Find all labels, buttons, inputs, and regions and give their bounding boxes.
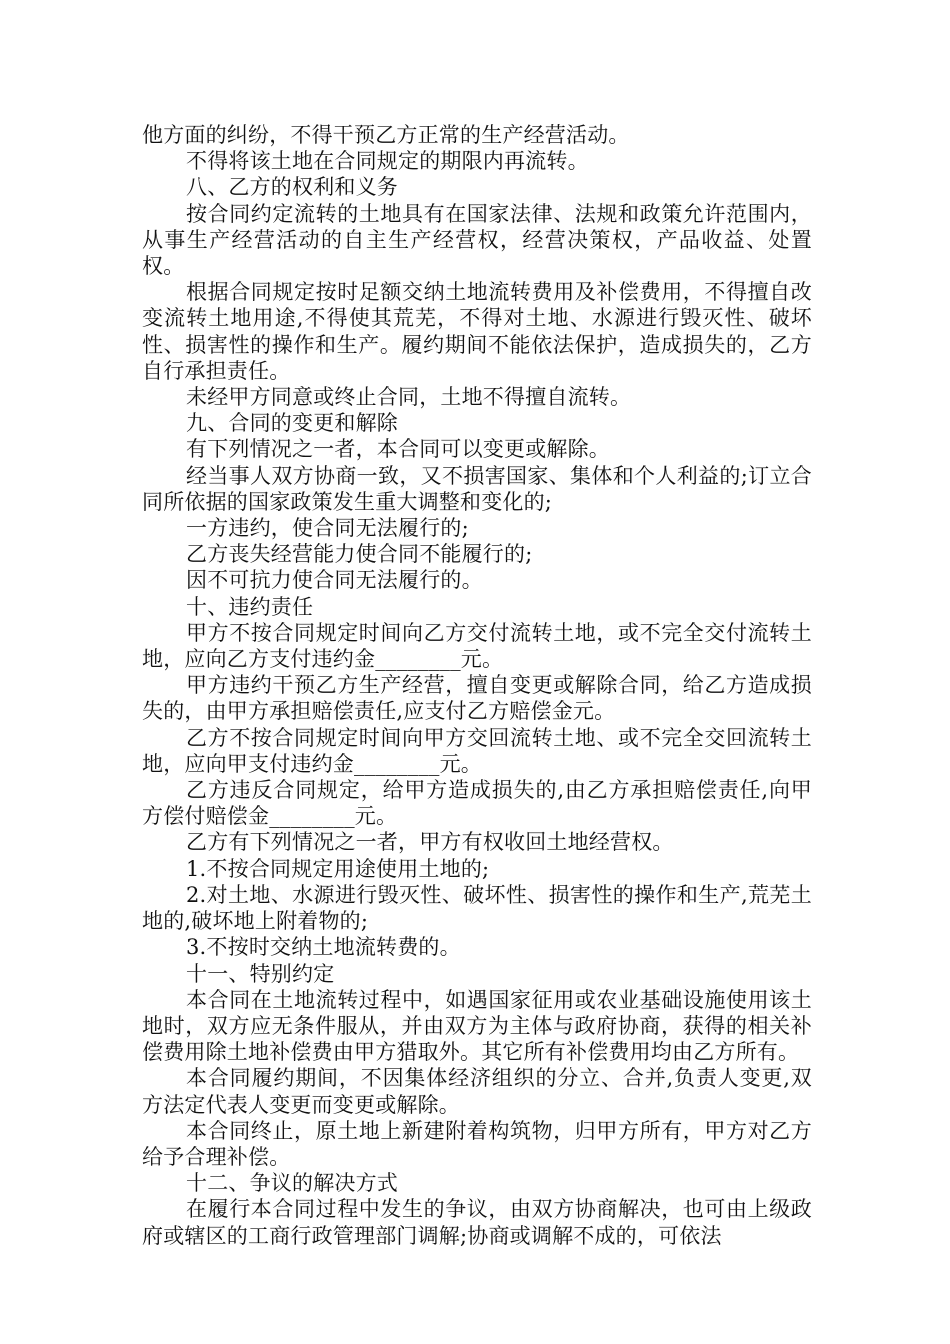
section-heading: 十二、争议的解决方式 — [186, 1171, 398, 1196]
paragraph: 甲方不按合同规定时间向乙方交付流转土地，或不完全交付流转土地，应向乙方支付违约金________元。 — [142, 620, 812, 672]
paragraph: 本合同终止，原土地上新建附着构筑物，归甲方所有，甲方对乙方给予合理补偿。 — [142, 1118, 812, 1169]
list-item: 3.不按时交纳土地流转费的。 — [186, 935, 461, 960]
paragraph: 一方违约，使合同无法履行的; — [186, 516, 469, 541]
paragraph: 因不可抗力使合同无法履行的。 — [186, 568, 483, 593]
paragraph: 本合同履约期间，不因集体经济组织的分立、合并,负责人变更,双方法定代表人变更而变更或解除。 — [142, 1066, 812, 1117]
section-heading: 十一、特别约定 — [186, 961, 335, 986]
paragraph: 不得将该土地在合同规定的期限内再流转。 — [186, 149, 589, 174]
paragraph: 按合同约定流转的土地具有在国家法律、法规和政策允许范围内，从事生产经营活动的自主生产经营权，经营决策权，产品收益、处置权。 — [142, 201, 812, 279]
paragraph: 未经甲方同意或终止合同，土地不得擅自流转。 — [186, 385, 632, 410]
section-heading: 十、违约责任 — [186, 594, 314, 619]
list-item: 2.对土地、水源进行毁灭性、破坏性、损害性的操作和生产,荒芜土地的,破坏地上附着物的; — [142, 882, 812, 934]
paragraph: 经当事人双方协商一致，又不损害国家、集体和个人利益的;订立合同所依据的国家政策发生重大调整和变化的; — [142, 463, 812, 514]
paragraph: 本合同在土地流转过程中，如遇国家征用或农业基础设施使用该土地时，双方应无条件服从，并由双方为主体与政府协商，获得的相关补偿费用除土地补偿费由甲方猎取外。其它所有补偿费用均由乙方所有。 — [142, 987, 812, 1065]
section-heading: 八、乙方的权利和义务 — [186, 175, 398, 200]
paragraph: 乙方违反合同规定，给甲方造成损失的,由乙方承担赔偿责任,向甲方偿付赔偿金________元。 — [142, 778, 812, 829]
paragraph: 根据合同规定按时足额交纳土地流转费用及补偿费用，不得擅自改变流转土地用途,不得使其荒芜，不得对土地、水源进行毁灭性、破坏性、损害性的操作和生产。履约期间不能依法保护，造成损失的，乙方自行承担责任。 — [142, 280, 812, 383]
document-body — [142, 122, 812, 1249]
paragraph: 有下列情况之一者，本合同可以变更或解除。 — [186, 437, 610, 462]
section-heading: 九、合同的变更和解除 — [186, 411, 398, 436]
paragraph: 乙方丧失经营能力使合同不能履行的; — [186, 542, 533, 567]
paragraph: 乙方有下列情况之一者，甲方有权收回土地经营权。 — [186, 830, 674, 855]
paragraph: 乙方不按合同规定时间向甲方交回流转土地、或不完全交回流转土地，应向甲支付违约金________元。 — [142, 725, 812, 776]
paragraph: 甲方违约干预乙方生产经营，擅自变更或解除合同，给乙方造成损失的，由甲方承担赔偿责任,应支付乙方赔偿金元。 — [142, 673, 812, 724]
paragraph: 他方面的纠纷，不得干预乙方正常的生产经营活动。 — [142, 123, 630, 147]
list-item: 1.不按合同规定用途使用土地的; — [186, 856, 490, 881]
paragraph: 在履行本合同过程中发生的争议，由双方协商解决，也可由上级政府或辖区的工商行政管理部门调解;协商或调解不成的，可依法 — [142, 1197, 812, 1248]
